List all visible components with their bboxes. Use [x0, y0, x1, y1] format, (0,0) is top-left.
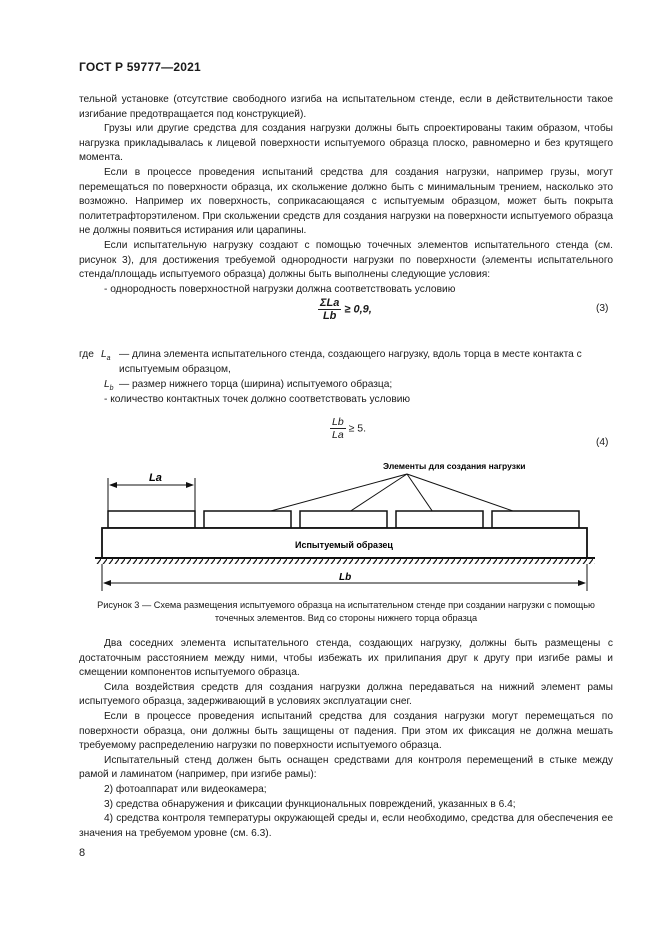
paragraph: Если в процессе проведения испытаний средства для создания нагрузки могут перемещаться по поверхности образца, они должны быть защищены от падения. При этом их фиксация не должна мешать требуемому распределению нагрузки по поверхности испытуемого образца. — [79, 710, 613, 752]
paragraph: Грузы или другие средства для создания нагрузки должны быть спроектированы таким образом, чтобы нагрузка прикладывалась к лицевой поверхности испытуемого образца плоско, равномерно и без крутящего момента. — [79, 123, 613, 164]
paragraph: тельной установке (отсутствие свободного изгиба на испытательном стенде, если в действительности такое изгибание предотвращается под конструкцией). — [79, 94, 613, 120]
formula-3 — [318, 297, 372, 322]
la-definition: — длина элемента испытательного стенда, создающего нагрузку, вдоль торца в месте контакта с испытуемым образцом, — [119, 349, 582, 375]
page-number: 8 — [79, 847, 86, 859]
load-element — [204, 511, 291, 528]
load-element — [300, 511, 387, 528]
text-block-bottom — [79, 637, 613, 841]
figure-3-caption: Рисунок 3 — Схема размещения испытуемого образца на испытательном стенде при создании нагрузки с помощью точечных элементов. Вид со стороны нижнего торца образца — [97, 600, 595, 623]
list-item: 3) средства обнаружения и фиксации функциональных повреждений, указанных в 6.4; — [104, 798, 516, 810]
load-element — [108, 511, 195, 528]
list-item: 2) фотоаппарат или видеокамера; — [104, 783, 267, 795]
list-item: - количество контактных точек должно соответствовать условию — [104, 394, 411, 405]
formula-4-relation: ≥ 5. — [348, 422, 367, 435]
formula-4 — [330, 416, 366, 441]
formula-3-numerator: ΣLa — [320, 297, 340, 309]
paragraph: Сила воздействия средств для создания нагрузки должна передаваться на нижний элемент рамы испытуемого образца, задерживающий в условиях эксплуатации снег. — [79, 681, 613, 708]
formula-4-numerator: Lb — [332, 416, 344, 428]
specimen-label: Испытуемый образец — [295, 540, 393, 550]
elements-label: Элементы для создания нагрузки — [383, 461, 526, 471]
text-block-top — [79, 93, 613, 297]
la-symbol: $L_a$ — [101, 349, 111, 363]
formula-4-number: (4) — [596, 437, 609, 448]
load-element — [492, 511, 579, 528]
document-header: ГОСТ Р 59777—2021 — [79, 60, 201, 74]
lb-label: Lb — [339, 572, 352, 583]
paragraph: Испытательный стенд должен быть оснащен средствами для контроля перемещений в стыке между рамой и ламинатом (например, при изгибе рамы): — [79, 754, 613, 781]
lb-symbol: $L_b$ — [104, 379, 114, 393]
formula-3-relation: ≥ 0,9, — [344, 303, 372, 316]
formula-3-denominator: Lb — [322, 310, 337, 322]
formula-4-denominator: La — [332, 429, 344, 441]
where-word: где — [79, 349, 94, 360]
where-clause — [79, 348, 613, 408]
load-element — [396, 511, 483, 528]
paragraph: Если испытательную нагрузку создают с помощью точечных элементов испытательного стенда (см. рисунок 3), для достижения требуемой однородности нагрузки по поверхности (элементы испытательного стенда/площадь испытуемого образца) должны быть выполнены следующие условия: — [79, 239, 613, 281]
figure-3-diagram — [95, 455, 600, 595]
paragraph: Два соседних элемента испытательного стенда, создающих нагрузку, должны быть размещены с достаточным расстоянием между ними, чтобы избежать их прилипания друг к другу при изгибе рамы и смещении компонентов испытуемого образца. — [79, 638, 613, 679]
list-item: - однородность поверхностной нагрузки должна соответствовать условию — [104, 283, 456, 295]
formula-3-number: (3) — [596, 303, 609, 314]
lb-definition: — размер нижнего торца (ширина) испытуемого образца; — [119, 379, 393, 390]
paragraph: Если в процессе проведения испытаний средства для создания нагрузки, например грузы, могут перемещаться по поверхности образца, их скольжение должно быть с минимальным трением, насколько это возможно. Например их поверхность, соприкасающаяся с испытуемым образцом, может быть покрыта политетрафторэтиленом. При скольжении средств для создания нагрузки на поверхности испытуемого образца не должны появиться истирания или царапины. — [79, 166, 613, 237]
la-label: La — [149, 472, 162, 484]
list-item: 4) средства контроля температуры окружающей среды и, если необходимо, средства для обеспечения ее значения на требуемом уровне (см. 6.3). — [79, 813, 613, 839]
